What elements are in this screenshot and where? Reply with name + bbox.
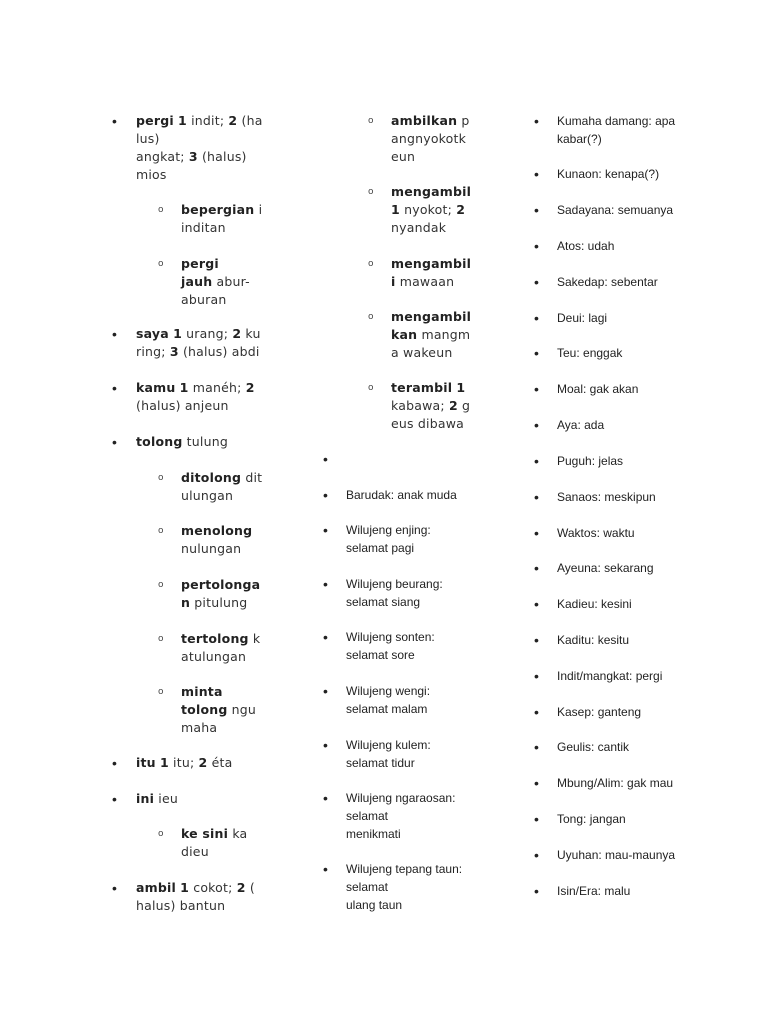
list-item-text: Wilujeng tepang taun: bbox=[346, 862, 463, 876]
sub-bullet: o bbox=[158, 580, 164, 590]
list-item-text: Kasep: ganteng bbox=[557, 705, 642, 719]
list-item bbox=[346, 575, 496, 611]
sense-text: aburan bbox=[181, 292, 227, 307]
sense-text: eus dibawa bbox=[391, 416, 464, 431]
entry-term: tolong bbox=[181, 702, 228, 717]
sense-text: ka bbox=[232, 826, 248, 841]
sense-text: angkat; bbox=[136, 149, 189, 164]
sense-text: angnyokotk bbox=[391, 131, 467, 146]
list-item bbox=[557, 631, 727, 649]
list-item bbox=[557, 380, 727, 398]
list-item bbox=[136, 754, 276, 772]
entry-term: pergi bbox=[136, 113, 174, 128]
sense-text: manéh; bbox=[192, 380, 246, 395]
sense-number: 1 bbox=[173, 326, 182, 341]
list-item-text: Mbung/Alim: gak mau bbox=[557, 776, 674, 790]
sense-text: mawaan bbox=[399, 274, 455, 289]
sub-list-item bbox=[181, 522, 271, 558]
sense-number: 1 bbox=[179, 380, 189, 395]
list-bullet: • bbox=[323, 487, 328, 503]
list-item-text: Kaditu: kesitu bbox=[557, 633, 630, 647]
entry-term: mengambil bbox=[391, 309, 472, 324]
list-bullet: • bbox=[534, 525, 539, 541]
list-bullet: • bbox=[534, 345, 539, 361]
sense-number: 2 bbox=[236, 880, 246, 895]
sense-number: 2 bbox=[232, 326, 242, 341]
list-item bbox=[136, 879, 276, 915]
list-item-text: Wilujeng enjing: bbox=[346, 523, 431, 537]
entry-term: jauh bbox=[181, 274, 213, 289]
list-bullet: • bbox=[112, 113, 117, 129]
sub-bullet: o bbox=[158, 473, 164, 483]
sense-number: 2 bbox=[245, 380, 255, 395]
sense-text: atulungan bbox=[181, 649, 247, 664]
list-item-text: Kunaon: kenapa(?) bbox=[557, 167, 660, 181]
sense-text: (halus) bbox=[201, 149, 247, 164]
list-item bbox=[557, 882, 727, 900]
sub-bullet: o bbox=[158, 634, 164, 644]
list-bullet: • bbox=[534, 166, 539, 182]
sub-list-item bbox=[181, 630, 271, 666]
sub-list-item bbox=[181, 576, 271, 612]
sense-text: éta bbox=[211, 755, 233, 770]
sense-text: a wakeun bbox=[391, 345, 453, 360]
sense-text: cokot; bbox=[193, 880, 237, 895]
list-item bbox=[557, 309, 727, 327]
sense-number: 1 bbox=[456, 380, 466, 395]
entry-term: kamu bbox=[136, 380, 176, 395]
sub-bullet: o bbox=[158, 829, 164, 839]
list-item-text: Aya: ada bbox=[557, 418, 605, 432]
list-item-text: selamat bbox=[346, 809, 389, 823]
sense-text: ku bbox=[245, 326, 261, 341]
entry-term: n bbox=[181, 595, 191, 610]
list-bullet: • bbox=[534, 381, 539, 397]
list-item bbox=[136, 112, 276, 184]
sense-text: itu; bbox=[173, 755, 199, 770]
sense-text: nulungan bbox=[181, 541, 242, 556]
sub-list-item bbox=[391, 308, 481, 362]
entry-term: ke sini bbox=[181, 826, 229, 841]
list-item-text: Sakedap: sebentar bbox=[557, 275, 658, 289]
list-bullet: • bbox=[534, 739, 539, 755]
sense-text: indit; bbox=[191, 113, 229, 128]
list-item bbox=[557, 237, 727, 255]
list-item-text: Sadayana: semuanya bbox=[557, 203, 674, 217]
list-bullet: • bbox=[112, 880, 117, 896]
list-item-text: Moal: gak akan bbox=[557, 382, 639, 396]
sense-text: mios bbox=[136, 167, 167, 182]
list-bullet: • bbox=[534, 113, 539, 129]
list-bullet: • bbox=[534, 417, 539, 433]
list-bullet: • bbox=[112, 380, 117, 396]
sense-text: k bbox=[252, 631, 261, 646]
list-bullet: • bbox=[323, 522, 328, 538]
list-bullet: • bbox=[112, 434, 117, 450]
sub-bullet: o bbox=[368, 312, 374, 322]
sense-number: 2 bbox=[456, 202, 466, 217]
list-item-text: selamat siang bbox=[346, 595, 421, 609]
sub-list-item bbox=[181, 255, 271, 309]
sense-text: nyokot; bbox=[404, 202, 457, 217]
list-item-text: Kadieu: kesini bbox=[557, 597, 632, 611]
list-item-text: ulang taun bbox=[346, 898, 403, 912]
list-bullet: • bbox=[112, 326, 117, 342]
list-item bbox=[346, 860, 496, 914]
list-bullet: • bbox=[112, 755, 117, 771]
entry-term: menolong bbox=[181, 523, 253, 538]
list-item-text: Kumaha damang: apa bbox=[557, 114, 676, 128]
sense-text: ring; bbox=[136, 344, 170, 359]
sub-list-item bbox=[181, 683, 271, 737]
sense-text: ngu bbox=[231, 702, 257, 717]
list-item-text: Wilujeng sonten: bbox=[346, 630, 435, 644]
list-item bbox=[557, 452, 727, 470]
sense-text: g bbox=[462, 398, 471, 413]
list-bullet: • bbox=[112, 791, 117, 807]
sub-list-item bbox=[391, 255, 481, 291]
list-bullet: • bbox=[323, 451, 328, 467]
list-item bbox=[557, 810, 727, 828]
sense-text: nyandak bbox=[391, 220, 447, 235]
list-item-text: Atos: udah bbox=[557, 239, 615, 253]
sense-text: (halus) anjeun bbox=[136, 398, 229, 413]
list-bullet: • bbox=[534, 453, 539, 469]
list-item bbox=[557, 774, 727, 792]
list-bullet: • bbox=[534, 274, 539, 290]
list-item bbox=[557, 165, 727, 183]
sense-text: dit bbox=[245, 470, 263, 485]
list-item bbox=[557, 524, 727, 542]
sense-text: mangm bbox=[421, 327, 471, 342]
list-bullet: • bbox=[534, 560, 539, 576]
list-item bbox=[557, 201, 727, 219]
entry-term: tolong bbox=[136, 434, 183, 449]
list-item-text: menikmati bbox=[346, 827, 401, 841]
sense-text: eun bbox=[391, 149, 416, 164]
list-item bbox=[557, 273, 727, 291]
list-item-text: Isin/Era: malu bbox=[557, 884, 631, 898]
list-item-text: Puguh: jelas bbox=[557, 454, 624, 468]
sense-text: urang; bbox=[186, 326, 233, 341]
list-item-text: Uyuhan: mau-maunya bbox=[557, 848, 676, 862]
list-item-text: Tong: jangan bbox=[557, 812, 626, 826]
list-item-text: Wilujeng beurang: bbox=[346, 577, 443, 591]
sense-text: tulung bbox=[186, 434, 228, 449]
list-item-text: Teu: enggak bbox=[557, 346, 623, 360]
sense-text: abur- bbox=[216, 274, 250, 289]
list-item-text: Wilujeng wengi: bbox=[346, 684, 431, 698]
entry-term: kan bbox=[391, 327, 418, 342]
list-bullet: • bbox=[534, 883, 539, 899]
sense-text: ieu bbox=[158, 791, 178, 806]
entry-term: pergi bbox=[181, 256, 219, 271]
list-bullet: • bbox=[323, 629, 328, 645]
list-item bbox=[346, 789, 496, 843]
list-item bbox=[557, 595, 727, 613]
list-bullet: • bbox=[534, 811, 539, 827]
list-item bbox=[346, 521, 496, 557]
list-item bbox=[557, 846, 727, 864]
sub-bullet: o bbox=[158, 687, 164, 697]
list-bullet: • bbox=[534, 775, 539, 791]
sense-text: dieu bbox=[181, 844, 209, 859]
entry-term: tertolong bbox=[181, 631, 249, 646]
list-item bbox=[136, 325, 276, 361]
sub-list-item bbox=[181, 825, 271, 861]
list-item-text: selamat tidur bbox=[346, 756, 415, 770]
list-bullet: • bbox=[323, 683, 328, 699]
sense-number: 1 bbox=[391, 202, 400, 217]
entry-term: mengambil bbox=[391, 184, 472, 199]
list-item bbox=[346, 628, 496, 664]
list-bullet: • bbox=[534, 202, 539, 218]
sub-list-item bbox=[181, 469, 271, 505]
list-item-text: Deui: lagi bbox=[557, 311, 608, 325]
sense-number: 1 bbox=[178, 113, 187, 128]
list-item-text: selamat bbox=[346, 880, 389, 894]
list-bullet: • bbox=[323, 576, 328, 592]
sub-list-item bbox=[181, 201, 271, 237]
entry-term: ambil bbox=[136, 880, 176, 895]
sense-text: ulungan bbox=[181, 488, 234, 503]
sense-text: ( bbox=[249, 880, 255, 895]
list-item-text: Wilujeng ngaraosan: bbox=[346, 791, 456, 805]
sub-bullet: o bbox=[158, 259, 164, 269]
sub-bullet: o bbox=[368, 259, 374, 269]
list-item bbox=[557, 667, 727, 685]
list-bullet: • bbox=[323, 790, 328, 806]
sub-bullet: o bbox=[368, 187, 374, 197]
entry-term: minta bbox=[181, 684, 223, 699]
entry-term: saya bbox=[136, 326, 169, 341]
list-bullet: • bbox=[534, 847, 539, 863]
entry-term: i bbox=[391, 274, 396, 289]
sense-text: maha bbox=[181, 720, 218, 735]
sense-text: kabawa; bbox=[391, 398, 449, 413]
sense-number: 2 bbox=[198, 755, 208, 770]
sense-text: inditan bbox=[181, 220, 226, 235]
list-item-text: selamat malam bbox=[346, 702, 428, 716]
sub-bullet: o bbox=[368, 383, 374, 393]
list-item bbox=[557, 559, 727, 577]
list-item-text: selamat sore bbox=[346, 648, 415, 662]
sub-bullet: o bbox=[158, 526, 164, 536]
list-item bbox=[136, 790, 276, 808]
list-item-text: Wilujeng kulem: bbox=[346, 738, 431, 752]
list-item-text: selamat pagi bbox=[346, 541, 415, 555]
list-item bbox=[557, 738, 727, 756]
list-item bbox=[136, 379, 276, 415]
list-bullet: • bbox=[534, 668, 539, 684]
list-bullet: • bbox=[323, 861, 328, 877]
sub-list-item bbox=[391, 112, 481, 166]
sense-text: halus) bantun bbox=[136, 898, 226, 913]
list-item-text: Waktos: waktu bbox=[557, 526, 635, 540]
sense-number: 3 bbox=[169, 344, 179, 359]
sense-number: 3 bbox=[188, 149, 198, 164]
sense-number: 1 bbox=[159, 755, 169, 770]
list-item-text: Ayeuna: sekarang bbox=[557, 561, 654, 575]
list-item bbox=[346, 682, 496, 718]
entry-term: bepergian bbox=[181, 202, 255, 217]
sense-text: pitulung bbox=[194, 595, 248, 610]
sense-number: 1 bbox=[180, 880, 190, 895]
list-item-text: Indit/mangkat: pergi bbox=[557, 669, 663, 683]
list-item bbox=[557, 344, 727, 362]
entry-term: ini bbox=[136, 791, 155, 806]
sub-list-item bbox=[391, 379, 481, 433]
entry-term: mengambil bbox=[391, 256, 472, 271]
sub-bullet: o bbox=[368, 116, 374, 126]
entry-term: terambil bbox=[391, 380, 453, 395]
list-bullet: • bbox=[534, 632, 539, 648]
sense-number: 2 bbox=[228, 113, 238, 128]
list-bullet: • bbox=[534, 704, 539, 720]
sense-text: lus) bbox=[136, 131, 160, 146]
list-item bbox=[346, 486, 496, 504]
list-bullet: • bbox=[534, 489, 539, 505]
list-item bbox=[557, 112, 727, 148]
list-item bbox=[557, 703, 727, 721]
list-item bbox=[346, 736, 496, 772]
sub-list-item bbox=[391, 183, 481, 237]
list-item-text: kabar(?) bbox=[557, 132, 602, 146]
list-item bbox=[136, 433, 276, 451]
list-item-text: Barudak: anak muda bbox=[346, 488, 457, 502]
entry-term: itu bbox=[136, 755, 156, 770]
entry-term: pertolonga bbox=[181, 577, 261, 592]
list-bullet: • bbox=[534, 238, 539, 254]
list-item-text: Geulis: cantik bbox=[557, 740, 630, 754]
sense-text: p bbox=[461, 113, 470, 128]
list-item-text: Sanaos: meskipun bbox=[557, 490, 656, 504]
sub-bullet: o bbox=[158, 205, 164, 215]
list-item bbox=[557, 416, 727, 434]
list-bullet: • bbox=[323, 737, 328, 753]
list-bullet: • bbox=[534, 596, 539, 612]
list-bullet: • bbox=[534, 310, 539, 326]
sense-text: (halus) abdi bbox=[182, 344, 260, 359]
sense-number: 2 bbox=[448, 398, 458, 413]
entry-term: ditolong bbox=[181, 470, 242, 485]
list-item bbox=[557, 488, 727, 506]
sense-text: i bbox=[258, 202, 263, 217]
entry-term: ambilkan bbox=[391, 113, 458, 128]
sense-text: (ha bbox=[241, 113, 263, 128]
